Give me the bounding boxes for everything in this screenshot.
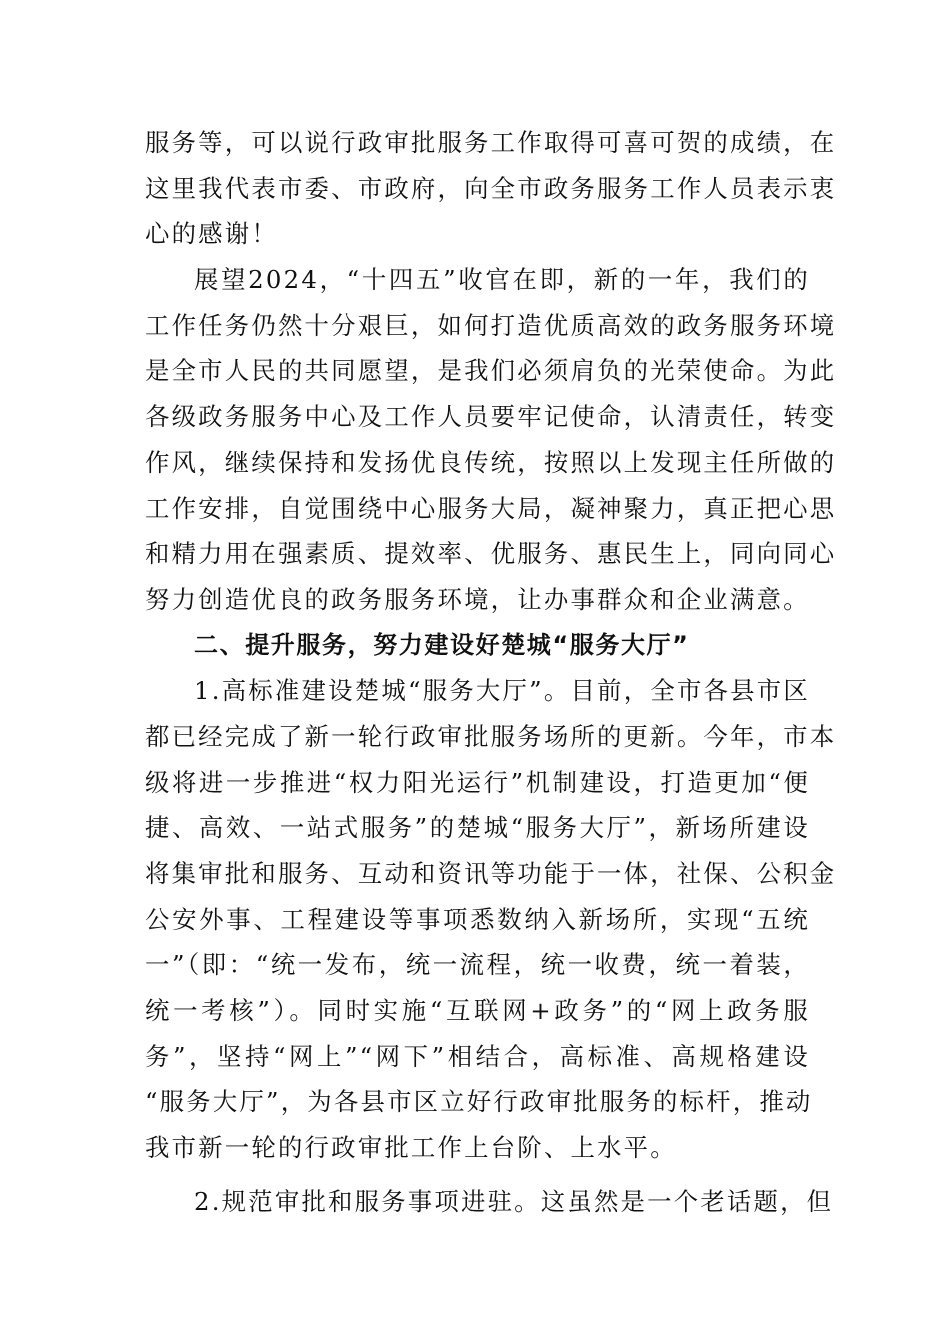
paragraph-4	[145, 1179, 834, 1225]
text-line: 一”（即：“统一发布，统一流程，统一收费，统一着装，	[145, 950, 810, 980]
text-line: 务”，坚持“网上”“网下”相结合，高标准、高规格建设	[145, 1041, 810, 1071]
text-line: 这里我代表市委、市政府，向全市政务服务工作人员表示衷	[145, 173, 837, 203]
text-line: 心的感谢！	[145, 219, 278, 249]
text-line: 将集审批和服务、互动和资讯等功能于一体，社保、公积金	[145, 859, 837, 888]
text-line: 服务等，可以说行政审批服务工作取得可喜可贺的成绩，在	[145, 128, 837, 157]
text-line: 2.规范审批和服务事项进驻。这虽然是一个老话题，但	[194, 1186, 834, 1216]
paragraph-3	[145, 668, 837, 1171]
text-line: 都已经完成了新一轮行政审批服务场所的更新。今年，市本	[145, 721, 837, 751]
paragraph-2	[145, 257, 837, 623]
text-line: 捷、高效、一站式服务”的楚城“服务大厅”，新场所建设	[145, 813, 810, 843]
text-line: 级将进一步推进“权力阳光运行”机制建设，打造更加“便	[145, 767, 810, 797]
text-line: 各级政务服务中心及工作人员要牢记使命，认清责任，转变	[145, 402, 837, 432]
text-line: 工作任务仍然十分艰巨，如何打造优质高效的政务服务环境	[145, 310, 837, 340]
document-body	[145, 120, 837, 1225]
text-line: 展望2024，“十四五”收官在即，新的一年，我们的	[194, 265, 810, 295]
text-line: 工作安排，自觉围绕中心服务大局，凝神聚力，真正把心思	[145, 493, 837, 523]
text-line: 1.高标准建设楚城“服务大厅”。目前，全市各县市区	[194, 676, 810, 706]
text-line: “服务大厅”，为各县市区立好行政审批服务的标杆，推动	[145, 1087, 813, 1117]
text-line: 和精力用在强素质、提效率、优服务、惠民生上，同向同心	[145, 539, 837, 569]
paragraph-1	[145, 120, 837, 257]
text-line: 我市新一轮的行政审批工作上台阶、上水平。	[145, 1133, 677, 1163]
text-line: 统一考核”）。同时实施“互联网+政务”的“网上政务服	[145, 996, 810, 1026]
text-line: 作风，继续保持和发扬优良传统，按照以上发现主任所做的	[145, 447, 837, 477]
text-line: 公安外事、工程建设等事项悉数纳入新场所，实现“五统	[145, 904, 810, 934]
text-line: 是全市人民的共同愿望，是我们必须肩负的光荣使命。为此	[145, 356, 837, 386]
text-line: 努力创造优良的政务服务环境，让办事群众和企业满意。	[145, 584, 810, 614]
section-heading: 二、提升服务，努力建设好楚城“服务大厅”	[194, 630, 690, 659]
